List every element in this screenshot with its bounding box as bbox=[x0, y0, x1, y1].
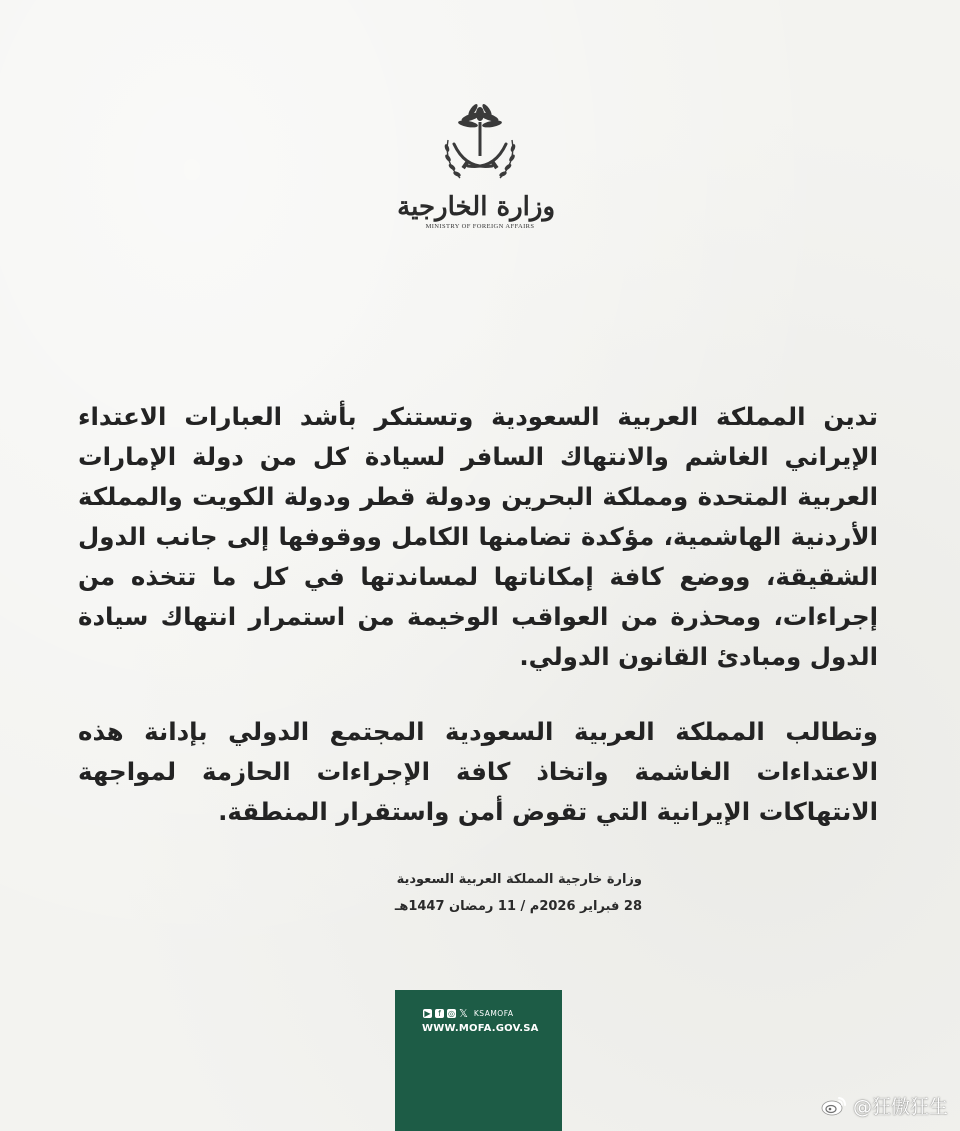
watermark bbox=[821, 1092, 948, 1119]
watermark-text: @狂傲狂生 bbox=[852, 1096, 948, 1118]
signature-block bbox=[395, 866, 642, 920]
footer-contact-box bbox=[395, 990, 562, 1131]
saudi-emblem-icon bbox=[440, 100, 520, 190]
signature-issuer: وزارة خارجية المملكة العربية السعودية bbox=[396, 872, 642, 887]
weibo-icon bbox=[821, 1096, 847, 1116]
facebook-icon[interactable]: f bbox=[435, 1009, 444, 1018]
website-link[interactable]: WWW.MOFA.GOV.SA bbox=[422, 1023, 539, 1034]
x-icon[interactable]: 𝕏 bbox=[459, 1007, 468, 1020]
instagram-icon[interactable]: ◎ bbox=[448, 1009, 455, 1018]
social-handle[interactable]: KSAMOFA bbox=[473, 1009, 514, 1018]
statement-paragraph-1: تدين المملكة العربية السعودية وتستنكر بأشد العبارات الاعتداء الإيراني الغاشم والانتهاك السافر لسيادة كل من دولة الإمارات العربية المتحدة ومملكة البحرين ودولة قطر ودولة الكويت والمملكة الأردنية الهاشمية، مؤكدة تضامنها الكامل ووقوفها إلى جانب الدول الشقيقة، ووضع كافة إمكاناتها لمساندتها في كل ما تتخذه من إجراءات، ومحذرة من العواقب الوخيمة من استمرار انتهاك سيادة الدول ومبادئ القانون الدولي. bbox=[78, 401, 878, 671]
ministry-logo bbox=[397, 100, 555, 230]
statement-paragraph-2: وتطالب المملكة العربية السعودية المجتمع الدولي بإدانة هذه الاعتداءات الغاشمة واتخاذ كافة الإجراءات الحازمة لمواجهة الانتهاكات الإيرانية التي تقوض أمن واستقرار المنطقة. bbox=[78, 716, 878, 826]
signature-date: 28 فبراير 2026م / 11 رمضان 1447هـ bbox=[394, 899, 642, 914]
youtube-icon[interactable]: ▶ bbox=[424, 1009, 431, 1018]
ministry-name-english: MINISTRY OF FOREIGN AFFAIRS bbox=[425, 223, 535, 230]
social-links bbox=[423, 1008, 513, 1019]
ministry-name-arabic: وزارة الخارجية bbox=[397, 192, 555, 222]
